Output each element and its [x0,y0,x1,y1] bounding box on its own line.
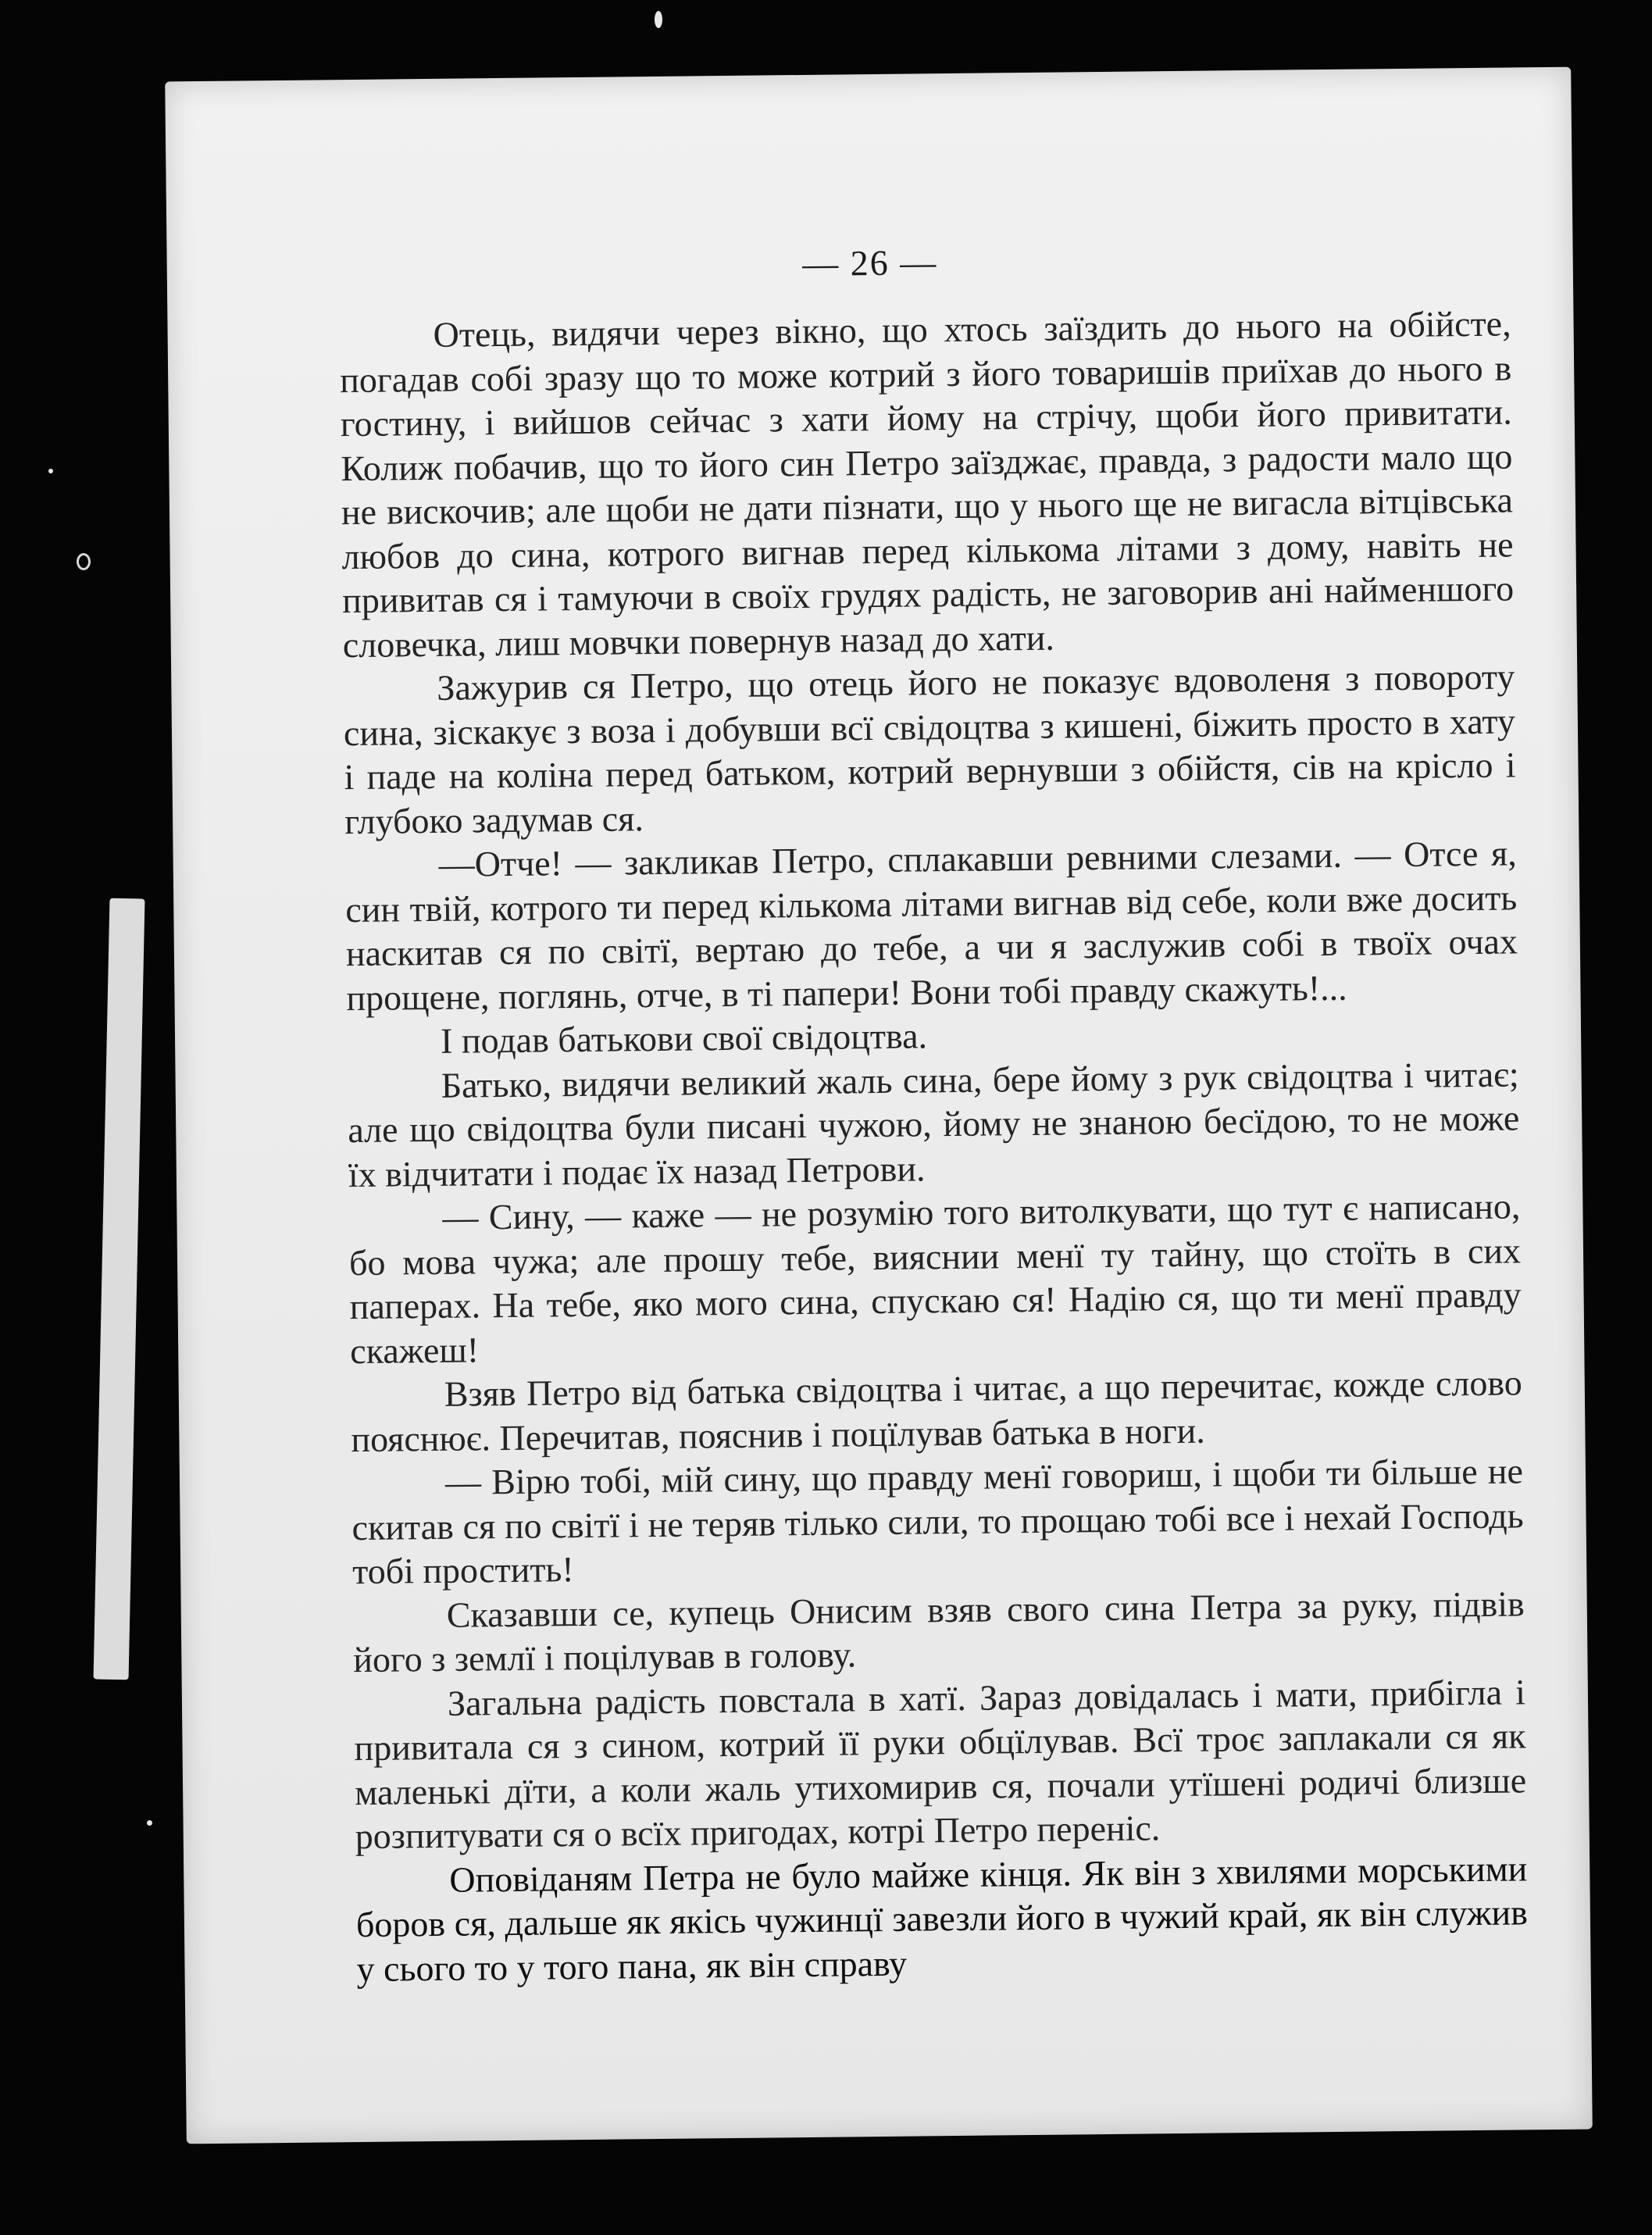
paragraph: Отець, видячи через вікно, що хтось заїздить до нього на обійсте, погадав собі зразу що то може котрий з його товаришів приїхав до нього в гостину, і вийшов сейчас з хати йому на стрічу, щоби його привитати. Колиж побачив, що то його син Петро заїзджає, правда, з радости мало що не вискочив; але щоби не дати пізнати, що у нього ще не вигасла вітцівська любов до сина, котрого вигнав перед кількома літами з дому, навіть не привитав ся і тамуючи в своїх грудях радість, не заговорив ані найменшого словечка, лиш мовчки повернув назад до хати. [339,303,1515,665]
page-edge [94,898,145,1680]
paragraph: Загальна радість повстала в хатї. Зараз довідалась і мати, прибігла і привитала ся з сином, котрий її руки обцїлував. Всї троє заплакали ся як маленькі дїти, а коли жаль утихомирив ся, почали утїшені родичі близше розпитувати ся о всїх пригодах, котрі Петро переніс. [354,1671,1527,1857]
paragraph: Взяв Петро від батька свідоцтва і читає, а що перечитає, кожде слово пояснює. Перечитав, пояснив і поцїлував батька в ноги. [351,1362,1523,1459]
dust-speck [48,469,53,473]
paragraph: Батько, видячи великий жаль сина, бере йому з рук свідоцтва і читає; але що свідоцтва були писані чужою, йому не знаною бесїдою, то не може їх відчитати і подає їх назад Петрови. [348,1053,1520,1194]
paragraph: Оповіданям Петра не було майже кінця. Як він з хвилями морськими боров ся, дальше як якісь чужинцї завезли його в чужий край, як він служив у сього то у того пана, як він справу [355,1848,1529,1989]
dust-speck [147,1820,152,1826]
page-text [339,302,1528,1991]
page-number: — 26 — [801,242,938,284]
paragraph: — Сину, — каже — не розумію того витолкувати, що тут є написано, бо мова чужа; але прошу тебе, вияснии менї ту тайну, що стоїть в сих паперах. На тебе, яко мого сина, спускаю ся! Надію ся, що ти менї правду скажеш! [348,1186,1522,1371]
paragraph: —Отче! — закликав Петро, сплакавши ревними слезами. — Отсе я, син твій, котрого ти перед кількома літами вигнав від себе, коли вже досить наскитав ся по світї, вертаю до тебе, а чи я заслужив собі в твоїх очах прощене, поглянь, отче, в ті папери! Вони тобі правду скажуть!... [345,833,1518,1018]
book-page [165,67,1593,2144]
paragraph: І подав батькови свої свідоцтва. [440,1016,928,1061]
paragraph: Зажурив ся Петро, що отець його не показує вдоволеня з повороту сина, зіскакує з воза і добувши всї свідоцтва з кишені, біжить просто в хату і паде на коліна перед батьком, котрий вернувши з обійстя, сів на крісло і глубоко задумав ся. [343,656,1516,841]
dust-speck [77,553,91,570]
dust-speck [655,11,662,28]
paragraph: — Вірю тобі, мій сину, що правду менї говориш, і щоби ти більше не скитав ся по світї і не теряв тілько сили, то прощаю тобі все і нехай Господь тобі простить! [351,1451,1524,1592]
paragraph: Сказавши се, купець Онисим взяв свого сина Петра за руку, підвів його з землї і поцілував в голову. [353,1583,1525,1680]
